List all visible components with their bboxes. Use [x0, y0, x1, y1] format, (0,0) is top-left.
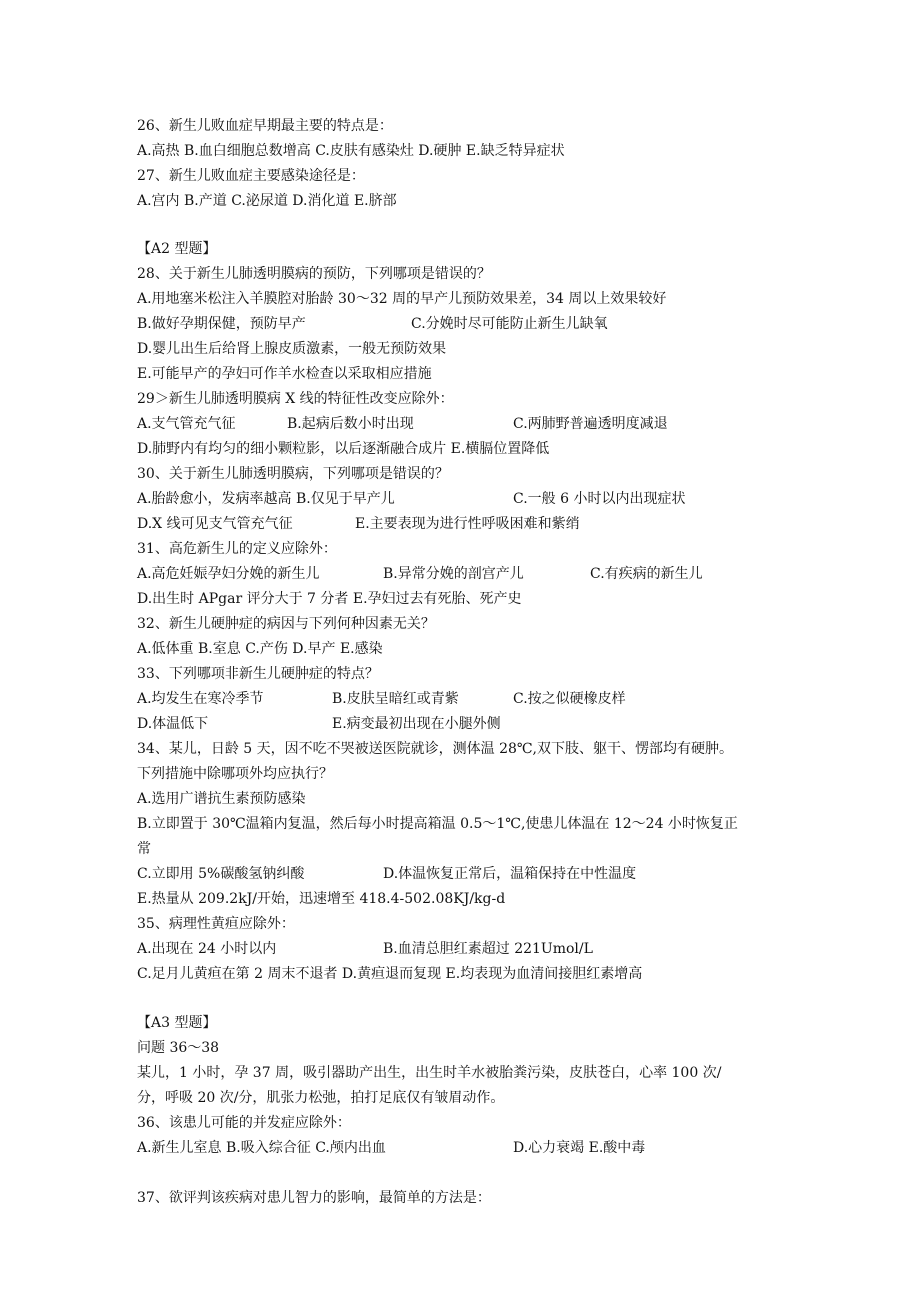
question-26-options: A.高热 B.血白细胞总数增高 C.皮肤有感染灶 D.硬肿 E.缺乏特异症状: [137, 143, 565, 159]
option-text: C.分娩时尽可能防止新生儿缺氧: [411, 316, 608, 332]
option-text: C.一般 6 小时以内出现症状: [513, 491, 686, 507]
option-text: D.心力衰竭 E.酸中毒: [513, 1140, 646, 1156]
question-27-options: A.宫内 B.产道 C.泌尿道 D.消化道 E.脐部: [137, 193, 397, 209]
option-text: B.做好孕期保健，预防早产: [137, 316, 306, 332]
option-text: B.血清总胆红素超过 221Umol/L: [383, 941, 593, 957]
option-text: C.两肺野普遍透明度减退: [513, 416, 668, 432]
question-34-option-e: E.热量从 209.2kJ/开始，迅速增至 418.4-502.08KJ/kg-d: [137, 891, 506, 907]
question-28: 28、关于新生儿肺透明膜病的预防，下列哪项是错误的？: [137, 266, 491, 282]
question-31: 31、高危新生儿的定义应除外：: [137, 541, 337, 557]
question-34-continued: 下列措施中除哪项外均应执行？: [137, 766, 333, 782]
question-36: 36、该患儿可能的并发症应除外：: [137, 1115, 351, 1131]
question-30: 30、关于新生儿肺透明膜病，下列哪项是错误的？: [137, 466, 449, 482]
question-27: 27、新生儿败血症主要感染途径是：: [137, 168, 365, 184]
option-text: D.体温低下: [137, 716, 209, 732]
option-text: B.皮肤呈暗红或青紫: [332, 691, 459, 707]
question-28-option-e: E.可能早产的孕妇可作羊水检查以采取相应措施: [137, 366, 432, 382]
question-36-options: [137, 1139, 837, 1157]
question-33-options-de: [137, 715, 837, 733]
option-text: C.按之似硬橡皮样: [513, 691, 626, 707]
option-text: A.支气管充气征: [137, 416, 236, 432]
option-text: A.均发生在寒冷季节: [137, 691, 264, 707]
question-34-options-cd: [137, 865, 837, 883]
question-34-option-b: B.立即置于 30℃温箱内复温，然后每小时提高箱温 0.5～1℃,使患儿体温在 12～24 小时恢复正: [137, 816, 738, 832]
question-29-options-abc: [137, 415, 837, 433]
option-text: A.胎龄愈小，发病率越高 B.仅见于早产儿: [137, 491, 395, 507]
question-35: 35、病理性黄疸应除外：: [137, 916, 295, 932]
option-text: D.X 线可见支气管充气征: [137, 516, 293, 532]
question-28-options-bc: [137, 315, 837, 333]
question-32: 32、新生儿硬肿症的病因与下列何种因素无关？: [137, 616, 435, 632]
question-34: 34、某儿，日龄 5 天，因不吃不哭被送医院就诊，测体温 28℃,双下肢、躯干、愣部均有硬肿。: [137, 741, 733, 757]
option-text: A.新生儿室息 B.吸入综合征 C.颅内出血: [137, 1140, 386, 1156]
question-33: 33、下列哪项非新生儿硬肿症的特点？: [137, 666, 379, 682]
section-heading-a2: 【A2 型题】: [137, 241, 217, 257]
question-34-option-b-continued: 常: [137, 841, 151, 857]
option-text: A.出现在 24 小时以内: [137, 941, 277, 957]
option-text: A.高危妊娠孕妇分娩的新生儿: [137, 566, 320, 582]
case-description-continued: 分，呼吸 20 次/分，肌张力松弛，拍打足底仅有皱眉动作。: [137, 1090, 505, 1106]
case-heading: 问题 36～38: [137, 1040, 220, 1056]
option-text: C.立即用 5%碳酸氢钠纠酸: [137, 866, 305, 882]
option-text: D.体温恢复正常后，温箱保持在中性温度: [383, 866, 637, 882]
question-30-options-abc: [137, 490, 837, 508]
question-35-options-ab: [137, 940, 837, 958]
section-heading-a3: 【A3 型题】: [137, 1015, 217, 1031]
question-31-options-abc: [137, 565, 837, 583]
case-description: 某儿，1 小时，孕 37 周，吸引器助产出生，出生时羊水被胎粪污染，皮肤苍白，心率 100 次/: [137, 1065, 722, 1081]
question-26: 26、新生儿败血症早期最主要的特点是：: [137, 118, 393, 134]
question-34-option-a: A.选用广谱抗生素预防感染: [137, 791, 306, 807]
question-31-options-de: D.出生时 APgar 评分大于 7 分者 E.孕妇过去有死胎、死产史: [137, 591, 522, 607]
option-text: B.异常分娩的剖宫产儿: [383, 566, 524, 582]
question-29: 29＞新生儿肺透明膜病 X 线的特征性改变应除外：: [137, 391, 454, 407]
question-35-options-cde: C.足月儿黄疸在第 2 周末不退者 D.黄疸退而复现 E.均表现为血清间接胆红素增高: [137, 966, 643, 982]
question-28-option-d: D.婴儿出生后给肾上腺皮质激素，一般无预防效果: [137, 341, 447, 357]
question-32-options: A.低体重 B.室息 C.产伤 D.早产 E.感染: [137, 641, 383, 657]
option-text: E.病变最初出现在小腿外侧: [332, 716, 501, 732]
question-28-option-a: A.用地塞米松注入羊膜腔对胎龄 30～32 周的早产儿预防效果差，34 周以上效果较好: [137, 291, 667, 307]
option-text: E.主要表现为进行性呼吸困难和紫绡: [355, 516, 580, 532]
question-33-options-abc: [137, 690, 837, 708]
option-text: B.起病后数小时出现: [287, 416, 414, 432]
question-30-options-de: [137, 515, 837, 533]
option-text: C.有疾病的新生儿: [590, 566, 703, 582]
question-29-options-de: D.肺野内有均匀的细小颗粒影，以后逐渐融合成片 E.横膈位置降低: [137, 441, 550, 457]
question-37: 37、欲评判该疾病对患儿智力的影响，最简单的方法是：: [137, 1190, 491, 1206]
